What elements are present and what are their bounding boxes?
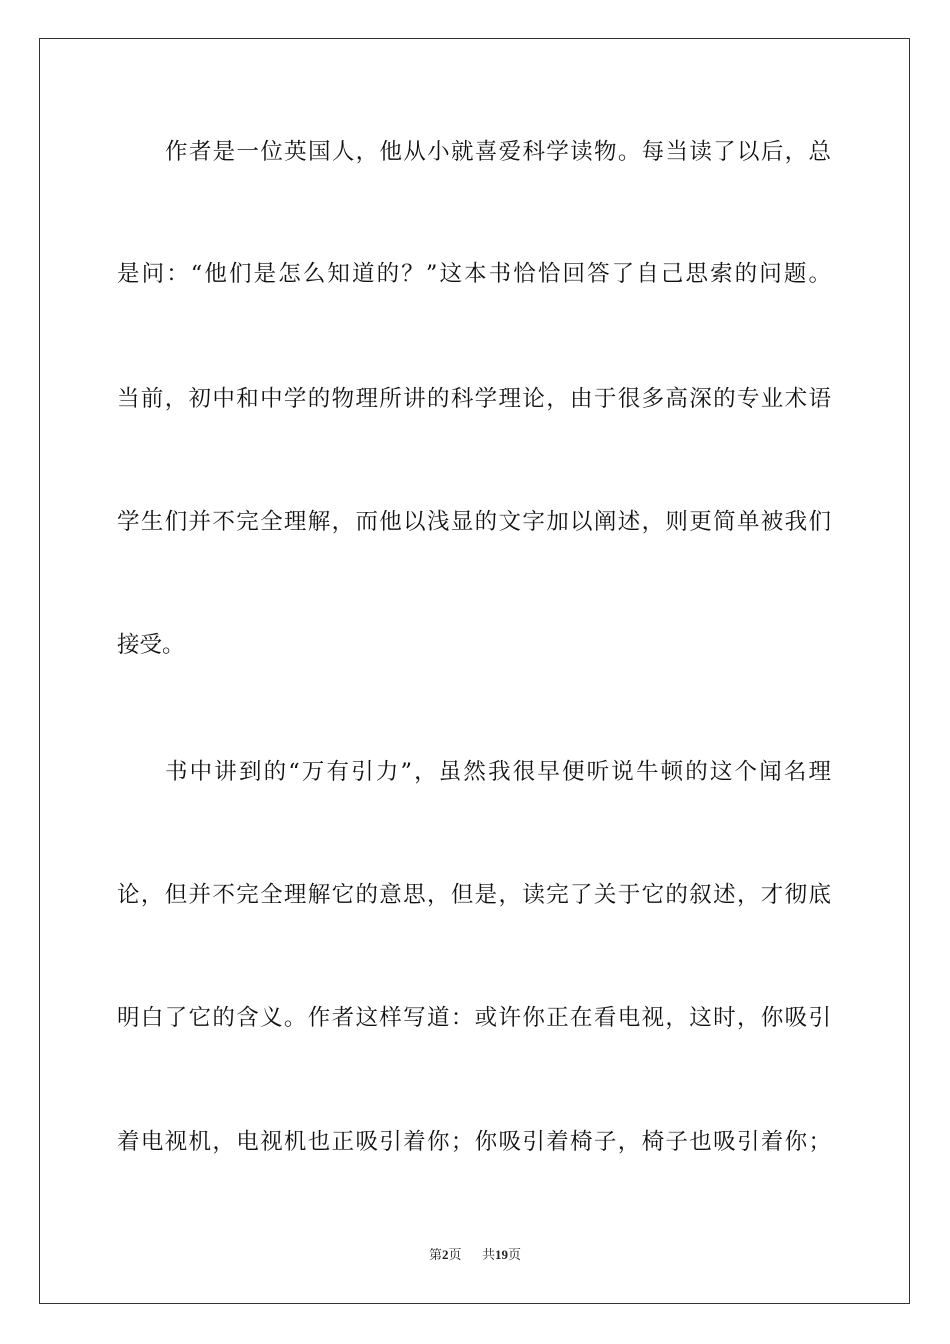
paragraph-1-line-3: 当前，初中和中学的物理所讲的科学理论，由于很多高深的专业术语 [117,386,831,412]
total-page-count: 19 [495,1247,509,1262]
total-prefix: 共 [482,1247,496,1262]
page-border [39,38,910,1304]
paragraph-1-line-1: 作者是一位英国人，他从小就喜爱科学读物。每当读了以后，总 [165,139,831,165]
paragraph-1-line-4: 学生们并不完全理解，而他以浅显的文字加以阐述，则更简单被我们 [117,509,831,535]
total-suffix: 页 [508,1247,522,1262]
total-pages-label [482,1246,521,1264]
current-page-number: 2 [441,1247,449,1262]
paragraph-1-line-2: 是问：“他们是怎么知道的？”这本书恰恰回答了自己思索的问题。 [117,261,831,287]
page-number-label [429,1246,462,1264]
page-prefix: 第 [428,1247,442,1262]
page-suffix: 页 [448,1247,462,1262]
paragraph-2-line-1: 书中讲到的“万有引力”，虽然我很早便听说牛顿的这个闻名理 [165,759,831,785]
paragraph-2-line-3: 明白了它的含义。作者这样写道：或许你正在看电视，这时，你吸引 [117,1005,831,1031]
paragraph-2-line-2: 论，但并不完全理解它的意思，但是，读完了关于它的叙述，才彻底 [117,882,831,908]
paragraph-2-line-4: 着电视机，电视机也正吸引着你；你吸引着椅子，椅子也吸引着你； [117,1129,831,1155]
page-footer [0,1246,950,1264]
paragraph-1-line-5: 接受。 [117,632,185,658]
